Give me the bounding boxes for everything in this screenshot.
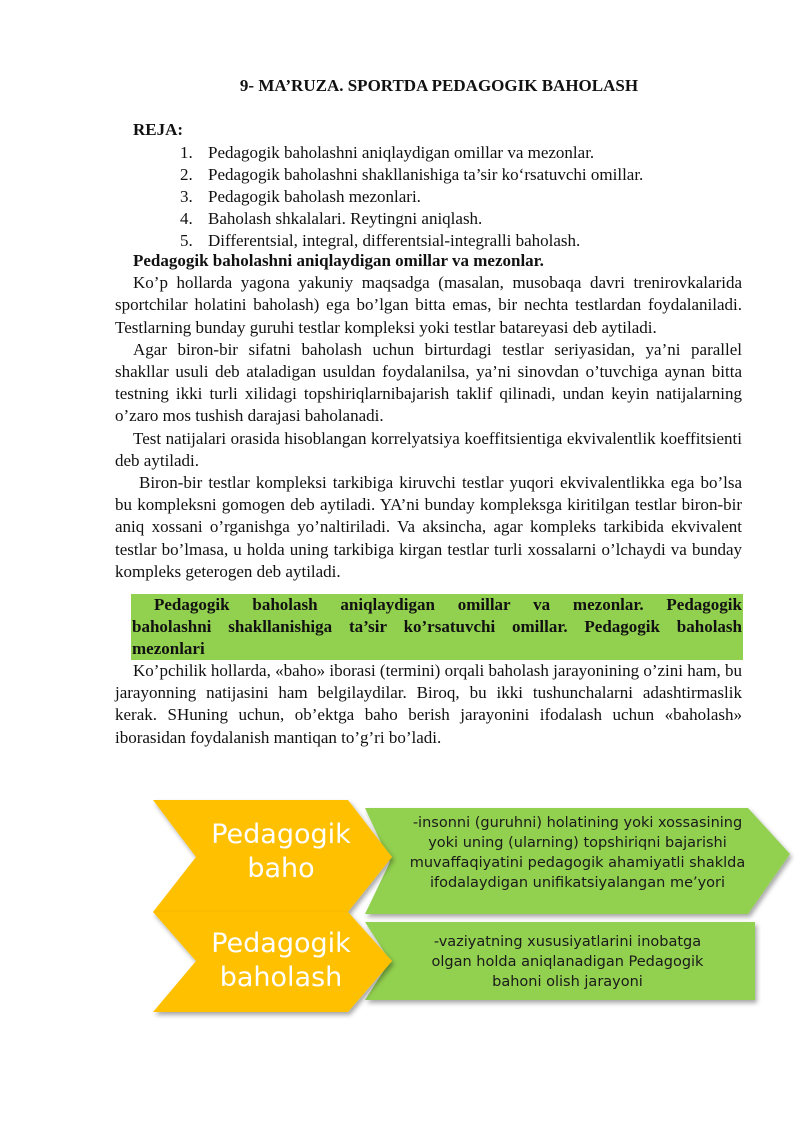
- plan-item-number: 1.: [180, 143, 193, 162]
- definition-line: yoki uning (ularning) topshiriqni bajarishi: [428, 835, 727, 851]
- term-line: Pedagogik: [211, 928, 351, 959]
- definition-label: [400, 813, 755, 893]
- definition-line: bahoni olish jarayoni: [492, 974, 643, 990]
- plan-item-number: 4.: [180, 209, 193, 228]
- section-heading: Pedagogik baholashni aniqlaydigan omillar va mezonlar.: [133, 251, 544, 270]
- paragraph: Biron-bir testlar kompleksi tarkibiga kiruvchi testlar yuqori ekvivalentlikka ega bo’lsa bu kompleksni gomogen deb aytiladi. YA’ni bunday kompleksga kiritilgan testlar biron-bir aniq xossani o’rganishga yo’naltiriladi. Va aksincha, agar kompleks tarkibida ekvivalent testlar bo’lmasa, u holda uning tarkibiga kirgan testlar turli xossalarni o’lchaydi va bunday kompleks geterogen deb aytiladi.: [115, 473, 742, 581]
- highlight-line: Pedagogik baholash aniqlaydigan omillar va mezonlar. Pedagogik: [154, 595, 742, 614]
- highlight-line: baholashni shakllanishiga ta’sir ko’rsatuvchi omillar. Pedagogik baholash: [132, 617, 742, 636]
- paragraph: Agar biron-bir sifatni baholash uchun birturdagi testlar seriyasidan, ya’ni parallel shakllar usuli deb ataladigan usuldan foydalanilsa, ya’ni sinovdan o’tuvchiga aynan bitta testning ikki turli xilidagi topshiriqlarnibajarish taklif qilinadi, undan keyin natijalarning o’zaro mos tushish darajasi baholanadi.: [115, 339, 742, 426]
- term-line: Pedagogik: [211, 819, 351, 850]
- definition-line: olgan holda aniqlanadigan Pedagogik: [431, 954, 704, 970]
- definition-line: -vaziyatning xususiyatlarini inobatga: [433, 934, 702, 950]
- definition-line: muvaffaqiyatini pedagogik ahamiyatli shaklda: [409, 855, 746, 871]
- paragraph: Ko’pchilik hollarda, «baho» iborasi (termini) orqali baholash jarayonining o’zini ham, bu jarayonning natijasini ham belgilaydilar. Biroq, bu ikki tushunchalarni adashtirmaslik kerak. SHuning uchun, ob’ektga baho berish jarayonini ifodalash uchun «baholash» iborasidan foydalanish mantiqan to’g’ri bo’ladi.: [115, 661, 743, 747]
- term-label: [196, 818, 366, 886]
- plan-item-number: 2.: [180, 165, 193, 184]
- plan-item-number: 3.: [180, 187, 193, 206]
- paragraph: Test natijalari orasida hisoblangan korrelyatsiya koeffitsientiga ekvivalentlik koeffitsienti deb aytiladi.: [115, 428, 742, 470]
- definition-label: [395, 932, 740, 992]
- plan-item-text: Pedagogik baholash mezonlari.: [208, 187, 421, 206]
- page-title: 9- MA’RUZA. SPORTDA PEDAGOGIK BAHOLASH: [239, 76, 639, 95]
- term-label: [196, 927, 366, 995]
- plan-item-number: 5.: [180, 231, 193, 250]
- definition-line: ifodalaydigan unifikatsiyalangan me’yori: [429, 875, 726, 891]
- plan-item-text: Pedagogik baholashni aniqlaydigan omillar va mezonlar.: [208, 143, 595, 162]
- definition-line: -insonni (guruhni) holatining yoki xossasining: [412, 815, 743, 831]
- highlight-line: mezonlari: [132, 639, 205, 658]
- plan-label: REJA:: [133, 120, 184, 139]
- plan-item-text: Pedagogik baholashni shakllanishiga ta’sir ko‘rsatuvchi omillar.: [208, 165, 644, 184]
- term-line: baholash: [219, 962, 343, 993]
- plan-item-text: Baholash shkalalari. Reytingni aniqlash.: [208, 209, 483, 228]
- term-line: baho: [247, 853, 315, 884]
- paragraph: Ko’p hollarda yagona yakuniy maqsadga (masalan, musobaqa davri trenirovkalarida sportchilar holatini baholash) ega bo’lgan bitta emas, bir nechta testlardan foydalaniladi. Testlarning bunday guruhi testlar kompleksi yoki testlar batareyasi deb aytiladi.: [115, 273, 742, 337]
- plan-item-text: Differentsial, integral, differentsial-integralli baholash.: [208, 231, 581, 250]
